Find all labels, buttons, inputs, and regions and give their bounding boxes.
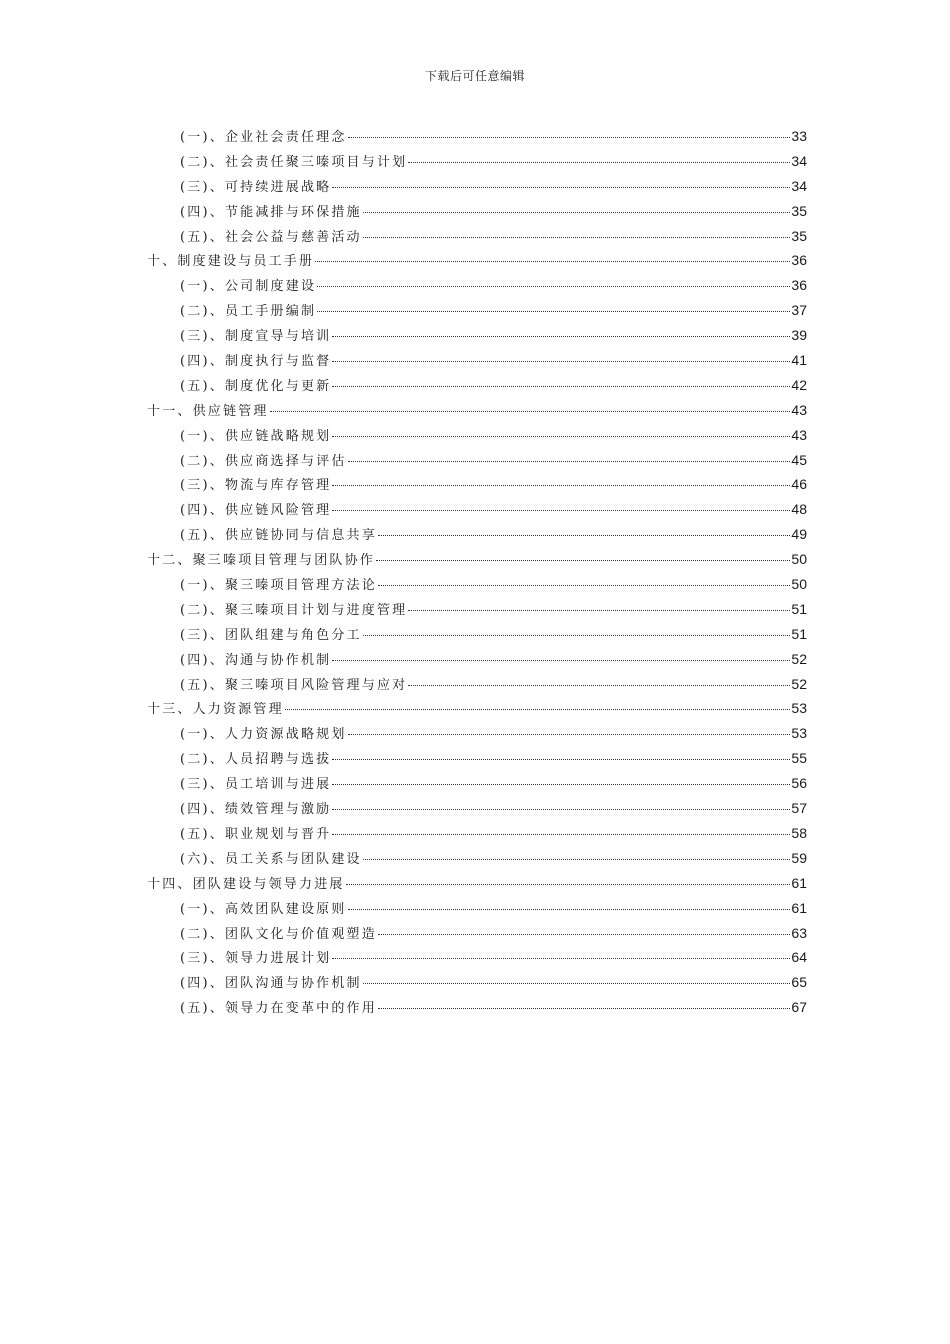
toc-dot-leader (332, 436, 790, 437)
toc-entry-title: (一)、企业社会责任理念 (180, 130, 347, 145)
toc-entry-title: (五)、职业规划与晋升 (180, 826, 332, 842)
toc-entry-title: (四)、制度执行与监督 (180, 354, 332, 370)
toc-entry-page-number: 50 (791, 551, 807, 568)
toc-entry-page-number: 59 (791, 849, 807, 866)
toc-section-entry[interactable] (0, 995, 950, 1020)
toc-entry-page-number: 58 (791, 824, 807, 841)
toc-entry-page-number: 33 (791, 128, 807, 144)
toc-entry-page-number: 42 (791, 376, 807, 393)
toc-dot-leader (378, 934, 790, 935)
toc-dot-leader (408, 685, 790, 686)
toc-entry-title: (四)、节能减排与环保措施 (180, 204, 362, 220)
toc-entry-title: (五)、制度优化与更新 (180, 378, 332, 394)
toc-chapter-entry[interactable] (0, 696, 950, 721)
toc-dot-leader (317, 311, 790, 312)
toc-entry-title: (四)、团队沟通与协作机制 (180, 976, 362, 992)
toc-dot-leader (378, 1008, 790, 1009)
toc-entry-page-number: 64 (791, 949, 807, 966)
toc-dot-leader (376, 560, 790, 561)
toc-dot-leader (332, 485, 790, 486)
toc-entry-title: (四)、供应链风险管理 (180, 503, 332, 519)
toc-entry-title: (二)、团队文化与价值观塑造 (180, 926, 377, 942)
toc-dot-leader (346, 884, 791, 885)
toc-section-entry[interactable] (0, 970, 950, 995)
toc-section-entry[interactable] (0, 672, 950, 697)
toc-dot-leader (348, 137, 791, 138)
toc-entry-page-number: 45 (791, 451, 807, 468)
toc-entry-title: (三)、员工培训与进展 (180, 777, 332, 793)
toc-entry-page-number: 34 (791, 177, 807, 194)
toc-entry-page-number: 35 (791, 202, 807, 219)
toc-dot-leader (332, 958, 790, 959)
toc-section-entry[interactable] (0, 273, 950, 298)
toc-dot-leader (270, 411, 791, 412)
toc-entry-title: (五)、聚三嗪项目风险管理与应对 (180, 677, 408, 693)
toc-entry-title: (二)、员工手册编制 (180, 304, 317, 320)
toc-entry-title: (一)、聚三嗪项目管理方法论 (180, 578, 377, 594)
toc-section-entry[interactable] (0, 796, 950, 821)
toc-dot-leader (332, 336, 790, 337)
toc-section-entry[interactable] (0, 746, 950, 771)
toc-section-entry[interactable] (0, 522, 950, 547)
toc-section-entry[interactable] (0, 224, 950, 249)
toc-entry-page-number: 43 (791, 401, 807, 418)
toc-section-entry[interactable] (0, 721, 950, 746)
toc-entry-page-number: 55 (791, 750, 807, 767)
toc-entry-title: (一)、公司制度建设 (180, 279, 317, 295)
toc-entry-title: (二)、聚三嗪项目计划与进度管理 (180, 602, 408, 618)
toc-section-entry[interactable] (0, 298, 950, 323)
toc-entry-title: (三)、物流与库存管理 (180, 478, 332, 494)
toc-entry-page-number: 63 (791, 924, 807, 941)
toc-entry-page-number: 49 (791, 526, 807, 543)
toc-section-entry[interactable] (0, 199, 950, 224)
toc-dot-leader (332, 660, 790, 661)
toc-section-entry[interactable] (0, 896, 950, 921)
toc-dot-leader (332, 187, 790, 188)
toc-entry-page-number: 50 (791, 576, 807, 593)
toc-dot-leader (332, 386, 790, 387)
toc-chapter-entry[interactable] (0, 871, 950, 896)
toc-section-entry[interactable] (0, 647, 950, 672)
toc-entry-page-number: 46 (791, 476, 807, 493)
toc-entry-title: (二)、供应商选择与评估 (180, 453, 347, 469)
toc-entry-title: (二)、社会责任聚三嗪项目与计划 (180, 154, 408, 170)
toc-entry-title: 十一、供应链管理 (147, 403, 269, 419)
toc-entry-title: 十、制度建设与员工手册 (147, 254, 315, 270)
toc-section-entry[interactable] (0, 921, 950, 946)
toc-entry-page-number: 51 (791, 600, 807, 617)
toc-section-entry[interactable] (0, 497, 950, 522)
toc-entry-page-number: 41 (791, 352, 807, 369)
toc-dot-leader (363, 212, 791, 213)
toc-dot-leader (408, 610, 790, 611)
toc-dot-leader (332, 510, 790, 511)
toc-entry-page-number: 39 (791, 327, 807, 344)
toc-entry-page-number: 53 (791, 725, 807, 742)
toc-section-entry[interactable] (0, 771, 950, 796)
toc-entry-page-number: 37 (791, 302, 807, 319)
toc-dot-leader (332, 759, 790, 760)
toc-entry-page-number: 36 (791, 252, 807, 269)
toc-section-entry[interactable] (0, 622, 950, 647)
toc-entry-page-number: 61 (791, 899, 807, 916)
toc-section-entry[interactable] (0, 448, 950, 473)
toc-entry-page-number: 56 (791, 775, 807, 792)
table-of-contents (0, 124, 950, 1020)
toc-dot-leader (332, 809, 790, 810)
toc-entry-title: 十四、团队建设与领导力进展 (147, 876, 345, 892)
toc-entry-page-number: 36 (791, 277, 807, 294)
toc-entry-title: (二)、人员招聘与选拔 (180, 752, 332, 768)
toc-section-entry[interactable] (0, 373, 950, 398)
toc-entry-page-number: 57 (791, 800, 807, 817)
toc-dot-leader (378, 535, 790, 536)
toc-entry-page-number: 48 (791, 501, 807, 518)
toc-entry-title: (三)、团队组建与角色分工 (180, 627, 362, 643)
toc-section-entry[interactable] (0, 423, 950, 448)
toc-dot-leader (363, 983, 791, 984)
toc-entry-title: (三)、制度宣导与培训 (180, 329, 332, 345)
toc-entry-title: 十三、人力资源管理 (147, 702, 284, 718)
toc-dot-leader (363, 635, 791, 636)
toc-dot-leader (285, 709, 791, 710)
page-header: 下载后可任意编辑 (424, 69, 525, 83)
toc-section-entry[interactable] (0, 572, 950, 597)
toc-chapter-entry[interactable] (0, 398, 950, 423)
toc-section-entry[interactable] (0, 149, 950, 174)
toc-dot-leader (363, 237, 791, 238)
toc-dot-leader (348, 461, 791, 462)
toc-entry-page-number: 43 (791, 426, 807, 443)
toc-entry-title: (一)、人力资源战略规划 (180, 727, 347, 743)
toc-entry-title: (一)、高效团队建设原则 (180, 901, 347, 917)
toc-section-entry[interactable] (0, 472, 950, 497)
toc-entry-page-number: 52 (791, 650, 807, 667)
toc-entry-title: (五)、领导力在变革中的作用 (180, 1001, 377, 1017)
toc-section-entry[interactable] (0, 174, 950, 199)
toc-entry-title: (三)、领导力进展计划 (180, 951, 332, 967)
toc-section-entry[interactable] (0, 945, 950, 970)
toc-entry-title: (五)、供应链协同与信息共享 (180, 528, 377, 544)
toc-chapter-entry[interactable] (0, 248, 950, 273)
toc-entry-title: (三)、可持续进展战略 (180, 179, 332, 195)
toc-entry-page-number: 51 (791, 625, 807, 642)
toc-dot-leader (348, 909, 791, 910)
toc-entry-title: (六)、员工关系与团队建设 (180, 851, 362, 867)
toc-section-entry[interactable] (0, 323, 950, 348)
toc-entry-page-number: 34 (791, 152, 807, 169)
toc-dot-leader (408, 162, 790, 163)
toc-dot-leader (317, 286, 790, 287)
toc-dot-leader (378, 585, 790, 586)
toc-entry-title: 十二、聚三嗪项目管理与团队协作 (147, 553, 376, 569)
toc-entry-page-number: 67 (791, 999, 807, 1016)
toc-section-entry[interactable] (0, 846, 950, 871)
toc-entry-title: (五)、社会公益与慈善活动 (180, 229, 362, 245)
toc-entry-page-number: 53 (791, 700, 807, 717)
toc-entry-title: (一)、供应链战略规划 (180, 428, 332, 444)
toc-entry-page-number: 65 (791, 974, 807, 991)
toc-entry-page-number: 35 (791, 227, 807, 244)
toc-dot-leader (348, 734, 791, 735)
toc-section-entry[interactable] (0, 597, 950, 622)
toc-dot-leader (363, 859, 791, 860)
toc-dot-leader (332, 361, 790, 362)
toc-dot-leader (332, 834, 790, 835)
toc-dot-leader (332, 784, 790, 785)
toc-section-entry[interactable] (0, 821, 950, 846)
toc-entry-page-number: 52 (791, 675, 807, 692)
toc-entry-page-number: 61 (791, 874, 807, 891)
toc-entry-title: (四)、绩效管理与激励 (180, 802, 332, 818)
toc-dot-leader (315, 261, 790, 262)
toc-entry-title: (四)、沟通与协作机制 (180, 652, 332, 668)
toc-section-entry[interactable] (0, 124, 950, 149)
toc-chapter-entry[interactable] (0, 547, 950, 572)
toc-section-entry[interactable] (0, 348, 950, 373)
